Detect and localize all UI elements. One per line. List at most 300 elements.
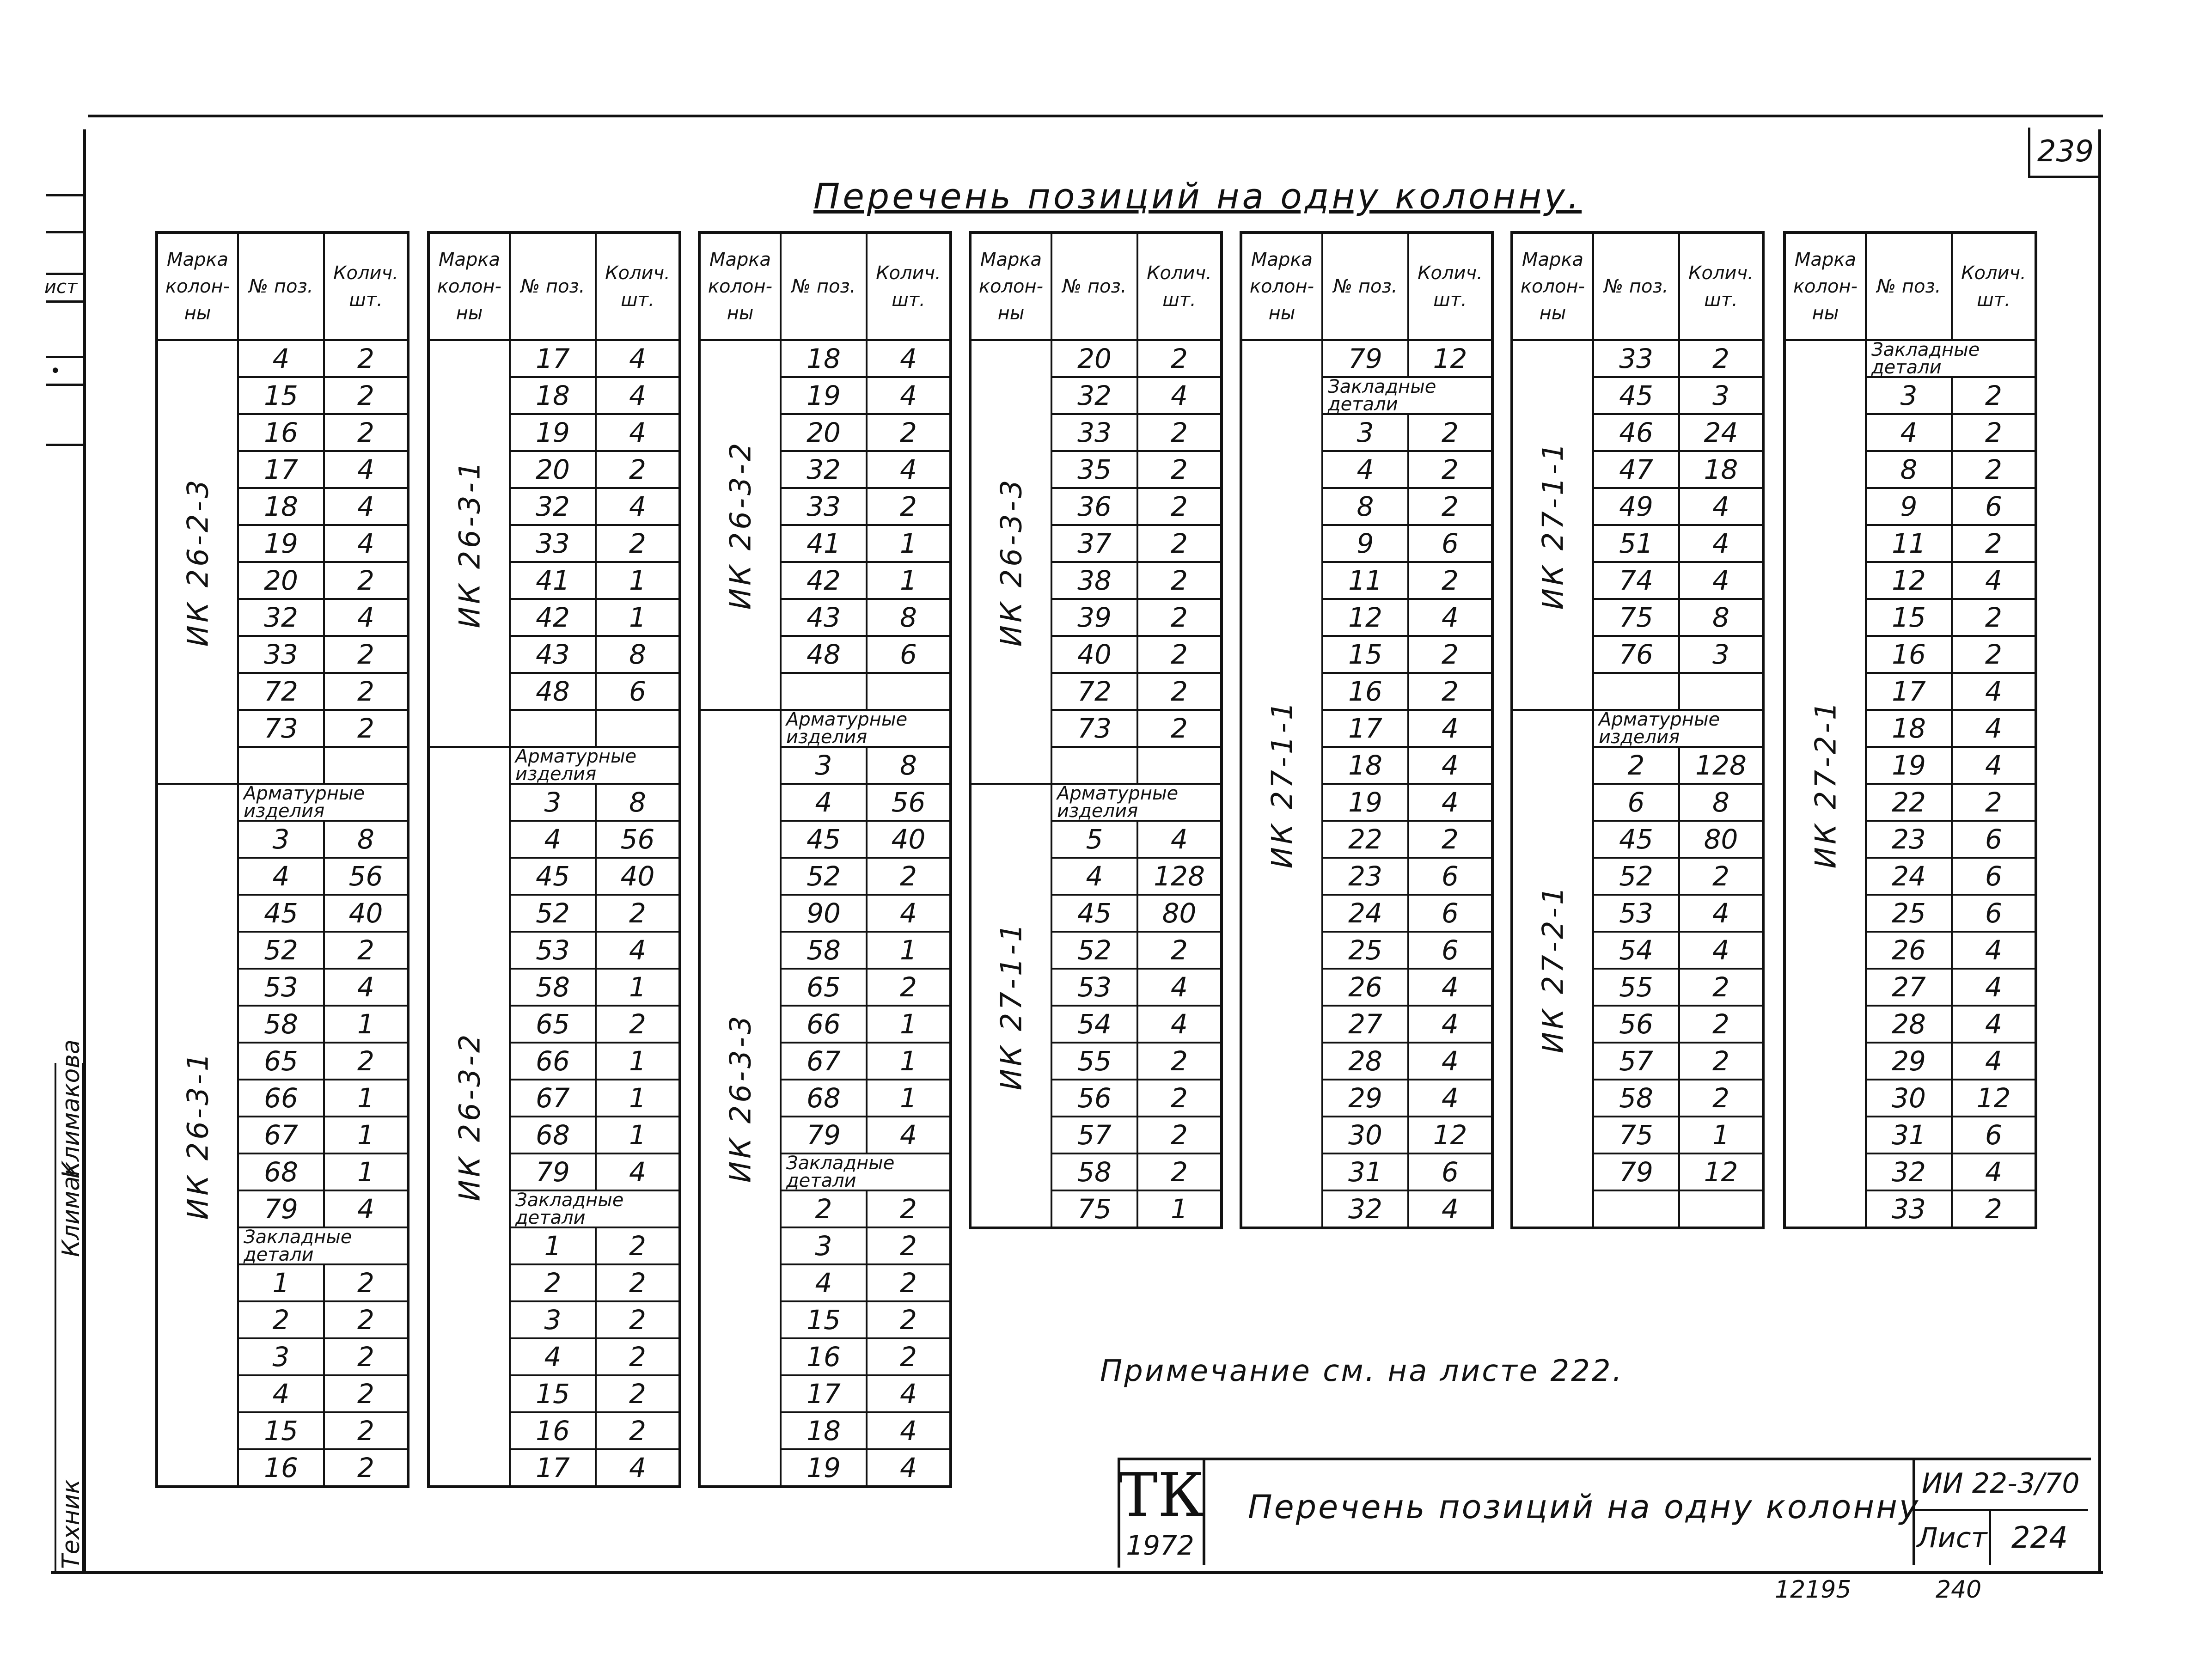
- position-cell: 58: [238, 1006, 324, 1043]
- position-cell: 3: [781, 1227, 867, 1264]
- position-cell: 40: [1051, 636, 1137, 673]
- sheet-label: Лист: [1913, 1511, 1991, 1565]
- position-cell: 32: [1051, 377, 1137, 414]
- quantity-cell: 4: [596, 488, 680, 525]
- position-cell: 24: [1866, 858, 1952, 895]
- quantity-cell: 4: [1408, 599, 1492, 636]
- quantity-cell: 4: [324, 599, 408, 636]
- quantity-cell: 2: [1408, 414, 1492, 451]
- quantity-cell: 4: [867, 377, 951, 414]
- position-cell: 53: [1051, 969, 1137, 1006]
- quantity-cell: 2: [1952, 377, 2036, 414]
- position-cell: 16: [1322, 673, 1408, 710]
- quantity-cell: 4: [1137, 969, 1222, 1006]
- position-cell: 19: [510, 414, 596, 451]
- position-cell: 18: [781, 340, 867, 377]
- position-cell: 54: [1051, 1006, 1137, 1043]
- bottom-number: 240: [1936, 1576, 1982, 1604]
- position-cell: 45: [510, 858, 596, 895]
- quantity-cell: 2: [1137, 673, 1222, 710]
- position-cell: 33: [781, 488, 867, 525]
- quantity-cell: 2: [1952, 784, 2036, 821]
- frame-right-line: [2098, 129, 2101, 1572]
- quantity-cell: 12: [1408, 340, 1492, 377]
- column-header-quantity: Колич. шт.: [324, 232, 408, 340]
- position-cell: 52: [781, 858, 867, 895]
- quantity-cell: 2: [1408, 488, 1492, 525]
- column-mark-label: ИК 26-3-3: [994, 477, 1028, 647]
- position-cell: 65: [238, 1043, 324, 1080]
- note-text: Примечание см. на листе 222.: [1100, 1354, 1624, 1388]
- column-header-mark: Марка колон-ны: [1241, 232, 1322, 340]
- column-mark-label: ИК 26-3-2: [723, 440, 757, 610]
- position-cell: 17: [238, 451, 324, 488]
- quantity-cell: 1: [596, 1080, 680, 1117]
- edge-mark: [46, 384, 83, 386]
- quantity-cell: 4: [324, 451, 408, 488]
- position-cell: 35: [1051, 451, 1137, 488]
- position-cell: 68: [781, 1080, 867, 1117]
- edge-label-lst: ист: [44, 276, 78, 298]
- position-cell: 31: [1322, 1153, 1408, 1190]
- quantity-cell: [596, 710, 680, 747]
- position-cell: 72: [1051, 673, 1137, 710]
- position-cell: 2: [1593, 747, 1679, 784]
- quantity-cell: 1: [1679, 1117, 1763, 1153]
- quantity-cell: 4: [1952, 710, 2036, 747]
- position-cell: 52: [510, 895, 596, 932]
- position-cell: 32: [1866, 1153, 1952, 1190]
- quantity-cell: 2: [324, 1375, 408, 1412]
- position-cell: 4: [1866, 414, 1952, 451]
- column-header-position: № поз.: [510, 232, 596, 340]
- quantity-cell: 4: [1952, 562, 2036, 599]
- quantity-cell: 2: [867, 1227, 951, 1264]
- quantity-cell: 6: [1952, 895, 2036, 932]
- column-header-mark: Марка колон-ны: [1512, 232, 1593, 340]
- position-cell: 53: [1593, 895, 1679, 932]
- quantity-cell: 2: [1408, 562, 1492, 599]
- position-cell: 6: [1593, 784, 1679, 821]
- quantity-cell: 6: [867, 636, 951, 673]
- quantity-cell: 1: [324, 1117, 408, 1153]
- position-cell: 4: [1322, 451, 1408, 488]
- column-mark-label: ИК 26-3-1: [181, 1050, 214, 1220]
- quantity-cell: 2: [867, 1190, 951, 1227]
- quantity-cell: [1679, 1190, 1763, 1228]
- position-cell: 16: [238, 414, 324, 451]
- frame-bottom-line: [51, 1571, 2103, 1574]
- quantity-cell: 4: [596, 377, 680, 414]
- position-cell: 75: [1593, 1117, 1679, 1153]
- column-header-mark: Марка колон-ны: [699, 232, 781, 340]
- quantity-cell: 4: [1679, 525, 1763, 562]
- position-cell: 16: [510, 1412, 596, 1449]
- quantity-cell: 4: [1952, 969, 2036, 1006]
- column-header-quantity: Колич. шт.: [1679, 232, 1763, 340]
- quantity-cell: 6: [1952, 821, 2036, 858]
- quantity-cell: 2: [1679, 1043, 1763, 1080]
- quantity-cell: 4: [1679, 932, 1763, 969]
- position-cell: 1: [238, 1264, 324, 1301]
- section-label: Арматурные изделия: [1593, 710, 1763, 747]
- quantity-cell: 2: [1137, 488, 1222, 525]
- position-cell: 79: [1593, 1153, 1679, 1190]
- quantity-cell: 6: [1408, 895, 1492, 932]
- position-cell: 15: [238, 1412, 324, 1449]
- quantity-cell: 4: [1952, 932, 2036, 969]
- position-cell: 53: [510, 932, 596, 969]
- position-cell: 3: [1322, 414, 1408, 451]
- quantity-cell: 6: [1408, 1153, 1492, 1190]
- column-header-quantity: Колич. шт.: [1408, 232, 1492, 340]
- quantity-cell: 80: [1137, 895, 1222, 932]
- position-cell: 18: [1866, 710, 1952, 747]
- position-cell: 25: [1322, 932, 1408, 969]
- table-header-row: [1512, 232, 1763, 340]
- position-cell: 36: [1051, 488, 1137, 525]
- column-header-position: № поз.: [1051, 232, 1137, 340]
- quantity-cell: 4: [1952, 747, 2036, 784]
- page-title: Перечень позиций на одну колонну.: [813, 176, 1582, 217]
- quantity-cell: 4: [1952, 1043, 2036, 1080]
- column-mark-label: ИК 27-2-1: [1809, 699, 1842, 869]
- position-cell: 12: [1322, 599, 1408, 636]
- quantity-cell: 1: [324, 1153, 408, 1190]
- table-row: [1241, 340, 1492, 377]
- quantity-cell: 2: [596, 451, 680, 488]
- quantity-cell: 8: [867, 599, 951, 636]
- quantity-cell: 2: [324, 673, 408, 710]
- quantity-cell: 8: [596, 784, 680, 821]
- quantity-cell: 2: [1952, 451, 2036, 488]
- quantity-cell: 2: [596, 1301, 680, 1338]
- quantity-cell: 2: [867, 414, 951, 451]
- quantity-cell: 6: [1408, 858, 1492, 895]
- position-cell: 79: [238, 1190, 324, 1227]
- column-mark-label: ИК 27-1-1: [1536, 440, 1570, 610]
- column-mark-label: ИК 26-3-1: [452, 458, 486, 629]
- quantity-cell: 2: [1952, 525, 2036, 562]
- section-label: Закладные детали: [238, 1227, 408, 1264]
- quantity-cell: 4: [1408, 1006, 1492, 1043]
- position-cell: 4: [781, 784, 867, 821]
- position-cell: 51: [1593, 525, 1679, 562]
- quantity-cell: 2: [867, 488, 951, 525]
- position-cell: 30: [1866, 1080, 1952, 1117]
- quantity-cell: 2: [596, 1412, 680, 1449]
- position-cell: 24: [1322, 895, 1408, 932]
- position-cell: 75: [1593, 599, 1679, 636]
- quantity-cell: 2: [867, 858, 951, 895]
- position-cell: 18: [1322, 747, 1408, 784]
- quantity-cell: 2: [1137, 340, 1222, 377]
- quantity-cell: 2: [596, 1227, 680, 1264]
- quantity-cell: 2: [324, 932, 408, 969]
- quantity-cell: 1: [324, 1006, 408, 1043]
- quantity-cell: 128: [1137, 858, 1222, 895]
- column-header-quantity: Колич. шт.: [1952, 232, 2036, 340]
- position-cell: 67: [510, 1080, 596, 1117]
- quantity-cell: 4: [867, 1412, 951, 1449]
- quantity-cell: 4: [867, 340, 951, 377]
- column-mark-cell: [428, 747, 510, 1487]
- quantity-cell: 1: [324, 1080, 408, 1117]
- section-label: Арматурные изделия: [781, 710, 951, 747]
- quantity-cell: 2: [1408, 451, 1492, 488]
- position-cell: [1051, 747, 1137, 784]
- position-cell: 19: [781, 1449, 867, 1487]
- table-row: [970, 340, 1222, 377]
- quantity-cell: 2: [1952, 599, 2036, 636]
- position-cell: [1593, 1190, 1679, 1228]
- position-cell: 65: [781, 969, 867, 1006]
- quantity-cell: 2: [324, 710, 408, 747]
- quantity-cell: 1: [867, 525, 951, 562]
- position-cell: 17: [781, 1375, 867, 1412]
- position-cell: 49: [1593, 488, 1679, 525]
- position-cell: 22: [1322, 821, 1408, 858]
- position-cell: 31: [1866, 1117, 1952, 1153]
- table-row: [157, 784, 408, 821]
- position-table: [155, 231, 409, 1488]
- position-cell: 66: [510, 1043, 596, 1080]
- position-cell: 28: [1322, 1043, 1408, 1080]
- quantity-cell: 1: [867, 562, 951, 599]
- position-cell: 30: [1322, 1117, 1408, 1153]
- column-mark-cell: [970, 784, 1051, 1228]
- quantity-cell: 4: [1408, 784, 1492, 821]
- quantity-cell: 2: [596, 1338, 680, 1375]
- quantity-cell: 2: [1679, 858, 1763, 895]
- quantity-cell: [1679, 673, 1763, 710]
- position-cell: 27: [1866, 969, 1952, 1006]
- position-table: [698, 231, 952, 1488]
- position-cell: 17: [1866, 673, 1952, 710]
- quantity-cell: 1: [867, 1043, 951, 1080]
- quantity-cell: 2: [1137, 562, 1222, 599]
- position-cell: 47: [1593, 451, 1679, 488]
- bottom-number: 12195: [1775, 1576, 1851, 1604]
- quantity-cell: 4: [1952, 1006, 2036, 1043]
- quantity-cell: [1137, 747, 1222, 784]
- quantity-cell: 4: [1679, 488, 1763, 525]
- position-cell: 4: [238, 340, 324, 377]
- quantity-cell: 80: [1679, 821, 1763, 858]
- quantity-cell: 18: [1679, 451, 1763, 488]
- position-cell: 79: [510, 1153, 596, 1190]
- quantity-cell: 2: [1137, 1080, 1222, 1117]
- position-cell: 74: [1593, 562, 1679, 599]
- quantity-cell: 4: [1952, 673, 2036, 710]
- table-row: [428, 340, 680, 377]
- table-header-row: [970, 232, 1222, 340]
- frame-top-line: [88, 115, 2103, 117]
- position-cell: 4: [781, 1264, 867, 1301]
- table-header-row: [428, 232, 680, 340]
- quantity-cell: 12: [1679, 1153, 1763, 1190]
- position-cell: 79: [1322, 340, 1408, 377]
- position-cell: 56: [1051, 1080, 1137, 1117]
- position-cell: 18: [238, 488, 324, 525]
- quantity-cell: 1: [596, 599, 680, 636]
- quantity-cell: 2: [1679, 969, 1763, 1006]
- position-cell: 20: [238, 562, 324, 599]
- quantity-cell: 2: [596, 525, 680, 562]
- position-cell: 56: [1593, 1006, 1679, 1043]
- column-mark-label: ИК 26-3-3: [723, 1013, 757, 1183]
- position-cell: 22: [1866, 784, 1952, 821]
- position-cell: [781, 673, 867, 710]
- position-cell: 16: [781, 1338, 867, 1375]
- position-cell: 53: [238, 969, 324, 1006]
- quantity-cell: 2: [1952, 414, 2036, 451]
- edge-mark: [46, 444, 83, 446]
- quantity-cell: 4: [324, 525, 408, 562]
- position-cell: 72: [238, 673, 324, 710]
- position-cell: 38: [1051, 562, 1137, 599]
- position-cell: 65: [510, 1006, 596, 1043]
- position-cell: 33: [1866, 1190, 1952, 1228]
- quantity-cell: 2: [867, 1301, 951, 1338]
- quantity-cell: 2: [1952, 1190, 2036, 1228]
- position-cell: 12: [1866, 562, 1952, 599]
- position-cell: 20: [781, 414, 867, 451]
- position-cell: 43: [781, 599, 867, 636]
- quantity-cell: 2: [1408, 636, 1492, 673]
- quantity-cell: 6: [1408, 932, 1492, 969]
- position-cell: 45: [1593, 821, 1679, 858]
- position-cell: 55: [1051, 1043, 1137, 1080]
- quantity-cell: 4: [596, 414, 680, 451]
- quantity-cell: 4: [1408, 710, 1492, 747]
- quantity-cell: 2: [1408, 673, 1492, 710]
- quantity-cell: 2: [596, 895, 680, 932]
- position-cell: 17: [510, 340, 596, 377]
- position-cell: 5: [1051, 821, 1137, 858]
- quantity-cell: 2: [596, 1006, 680, 1043]
- position-cell: 32: [238, 599, 324, 636]
- column-mark-label: ИК 26-3-2: [452, 1031, 486, 1202]
- quantity-cell: 2: [324, 562, 408, 599]
- quantity-cell: 3: [1679, 377, 1763, 414]
- column-header-position: № поз.: [1866, 232, 1952, 340]
- quantity-cell: 2: [1137, 599, 1222, 636]
- position-cell: 37: [1051, 525, 1137, 562]
- column-mark-cell: [1241, 340, 1322, 1228]
- position-cell: 19: [238, 525, 324, 562]
- position-cell: 3: [1866, 377, 1952, 414]
- quantity-cell: 4: [596, 1153, 680, 1190]
- position-cell: 23: [1322, 858, 1408, 895]
- position-cell: 15: [1866, 599, 1952, 636]
- quantity-cell: 12: [1408, 1117, 1492, 1153]
- quantity-cell: 4: [867, 1117, 951, 1153]
- quantity-cell: 40: [324, 895, 408, 932]
- position-cell: 15: [781, 1301, 867, 1338]
- column-mark-cell: [699, 710, 781, 1487]
- table-row: [428, 747, 680, 784]
- quantity-cell: 2: [324, 414, 408, 451]
- position-cell: 39: [1051, 599, 1137, 636]
- quantity-cell: 2: [1137, 1117, 1222, 1153]
- position-cell: 4: [1051, 858, 1137, 895]
- position-cell: 68: [510, 1117, 596, 1153]
- quantity-cell: 3: [1679, 636, 1763, 673]
- position-cell: 73: [238, 710, 324, 747]
- column-mark-cell: [970, 340, 1051, 784]
- quantity-cell: 8: [1679, 599, 1763, 636]
- position-cell: 66: [781, 1006, 867, 1043]
- position-cell: 15: [510, 1375, 596, 1412]
- quantity-cell: 1: [596, 1117, 680, 1153]
- quantity-cell: 2: [867, 969, 951, 1006]
- quantity-cell: 4: [1408, 1043, 1492, 1080]
- section-label: Закладные детали: [1322, 377, 1492, 414]
- position-cell: 4: [510, 1338, 596, 1375]
- quantity-cell: 2: [596, 1264, 680, 1301]
- position-cell: 3: [510, 784, 596, 821]
- position-cell: 52: [1593, 858, 1679, 895]
- table-header-row: [699, 232, 951, 340]
- column-mark-label: ИК 27-1-1: [994, 921, 1028, 1091]
- quantity-cell: 2: [1137, 636, 1222, 673]
- position-cell: 2: [510, 1264, 596, 1301]
- quantity-cell: 8: [596, 636, 680, 673]
- section-label: Арматурные изделия: [510, 747, 680, 784]
- position-cell: 20: [510, 451, 596, 488]
- quantity-cell: 1: [867, 1006, 951, 1043]
- column-mark-cell: [1784, 340, 1866, 1228]
- quantity-cell: 8: [324, 821, 408, 858]
- quantity-cell: 4: [596, 932, 680, 969]
- position-cell: 16: [1866, 636, 1952, 673]
- quantity-cell: 4: [1137, 821, 1222, 858]
- position-table: [1510, 231, 1765, 1229]
- quantity-cell: 40: [867, 821, 951, 858]
- position-cell: 41: [781, 525, 867, 562]
- position-table: [1240, 231, 1494, 1229]
- quantity-cell: 4: [324, 1190, 408, 1227]
- position-cell: 4: [238, 858, 324, 895]
- sidebar-line: [51, 1571, 83, 1574]
- quantity-cell: 1: [1137, 1190, 1222, 1228]
- position-cell: 45: [238, 895, 324, 932]
- quantity-cell: 2: [867, 1338, 951, 1375]
- sidebar-sign: Климак: [57, 1161, 85, 1257]
- quantity-cell: 4: [596, 1449, 680, 1487]
- quantity-cell: 2: [1137, 710, 1222, 747]
- position-cell: 19: [1322, 784, 1408, 821]
- position-cell: 67: [238, 1117, 324, 1153]
- position-cell: 3: [781, 747, 867, 784]
- column-header-position: № поз.: [1322, 232, 1408, 340]
- quantity-cell: 1: [867, 1080, 951, 1117]
- quantity-cell: 2: [324, 1449, 408, 1487]
- section-label: Арматурные изделия: [1051, 784, 1222, 821]
- position-cell: 45: [1051, 895, 1137, 932]
- column-header-quantity: Колич. шт.: [596, 232, 680, 340]
- page-number: 239: [2028, 128, 2101, 178]
- position-cell: 4: [510, 821, 596, 858]
- position-table: [427, 231, 681, 1488]
- position-cell: 16: [238, 1449, 324, 1487]
- quantity-cell: 4: [1137, 377, 1222, 414]
- quantity-cell: 4: [596, 340, 680, 377]
- position-cell: 48: [510, 673, 596, 710]
- tk-logo: ТК: [1118, 1460, 1204, 1530]
- quantity-cell: 8: [1679, 784, 1763, 821]
